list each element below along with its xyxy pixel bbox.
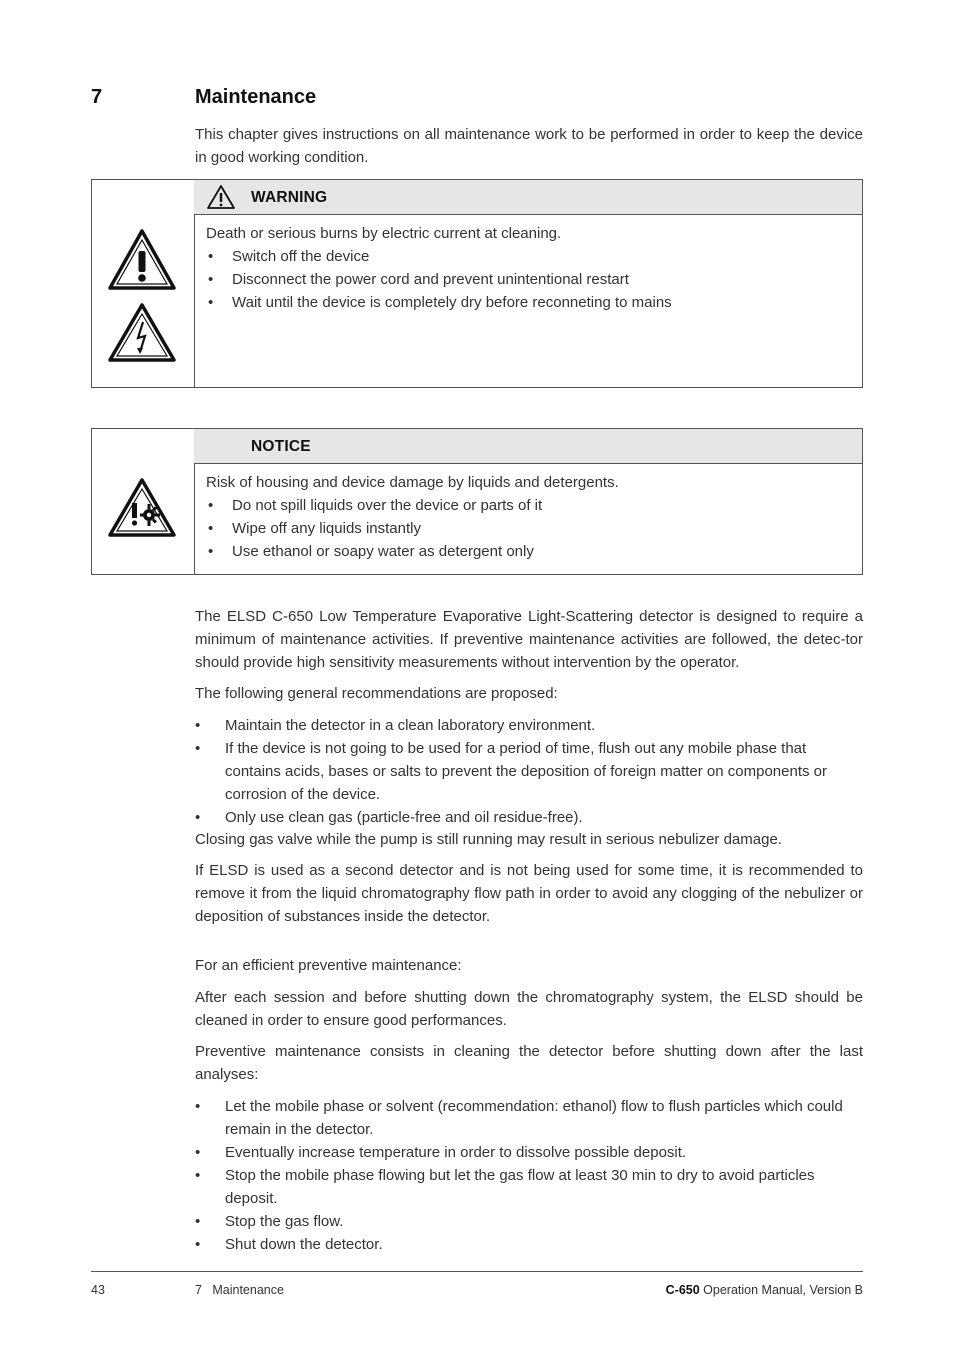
list-item: • Stop the gas flow. [195, 1210, 863, 1233]
notice-text: Risk of housing and device damage by liquids and detergents. [206, 474, 619, 491]
exclamation-triangle-icon [107, 228, 177, 292]
electric-hazard-icon [107, 302, 177, 364]
body-paragraph-6: Preventive maintenance consists in cleaning the detector before shutting down after the last analyses: [195, 1043, 863, 1083]
list-item: • Disconnect the power cord and prevent unintentional restart [206, 268, 852, 291]
list-item: • Eventually increase temperature in order to dissolve possible deposit. [195, 1141, 863, 1164]
list-item: • Wait until the device is completely dry before reconneting to mains [206, 291, 852, 314]
intro-paragraph: This chapter gives instructions on all maintenance work to be performed in order to keep the device in good working condition. [195, 126, 863, 166]
body-paragraph-2: The following general recommendations are proposed: [195, 685, 558, 702]
subheading: For an efficient preventive maintenance: [195, 957, 462, 974]
chapter-title: Maintenance [195, 86, 317, 108]
body-paragraph-1: The ELSD C-650 Low Temperature Evaporative Light-Scattering detector is designed to require a minimum of maintenance activities. If preventive maintenance activities are followed, the detec-tor should provide high sensitivity measurements without intervention by the operator. [195, 608, 863, 671]
page-number: 43 [91, 1283, 105, 1297]
warning-text: Death or serious burns by electric current at cleaning. [206, 225, 562, 242]
body-paragraph-4: If ELSD is used as a second detector and is not being used for some time, it is recommended to remove it from the liquid chromatography flow path in order to avoid any clogging of the nebulizer or deposition of substances inside the detector. [195, 862, 863, 925]
list-item: • Only use clean gas (particle-free and oil residue-free). [195, 806, 863, 829]
warning-label: WARNING [251, 189, 328, 206]
footer-product: C-650 [665, 1283, 700, 1297]
body-paragraph-5: After each session and before shutting down the chromatography system, the ELSD should be cleaned in order to ensure good performances. [195, 989, 863, 1029]
warning-header [194, 180, 862, 215]
body-paragraph-3: Closing gas valve while the pump is still running may result in serious nebulizer damage. [195, 831, 782, 848]
list-item: • Shut down the detector. [195, 1233, 863, 1256]
warning-small-icon [206, 184, 236, 210]
warning-list [206, 245, 852, 314]
notice-label: NOTICE [251, 438, 311, 455]
notice-list [206, 494, 852, 563]
footer-divider [91, 1271, 863, 1272]
notice-header [194, 429, 862, 464]
notice-box [91, 428, 863, 575]
notice-icon-column [92, 429, 195, 574]
steps-list [195, 1095, 863, 1256]
property-damage-icon [107, 477, 177, 539]
list-item: • Do not spill liquids over the device or parts of it [206, 494, 852, 517]
recommendations-list [195, 714, 863, 829]
list-item: • Switch off the device [206, 245, 852, 268]
chapter-number: 7 [91, 86, 103, 108]
list-item: • Use ethanol or soapy water as detergent only [206, 540, 852, 563]
list-item: • If the device is not going to be used for a period of time, flush out any mobile phase that contains acids, bases or salts to prevent the deposition of foreign matter on components or corrosion of the device. [195, 737, 863, 806]
footer-manual: Operation Manual, Version B [703, 1283, 863, 1297]
warning-icon-column [92, 180, 195, 387]
list-item: • Let the mobile phase or solvent (recommendation: ethanol) flow to flush particles which could remain in the detector. [195, 1095, 863, 1141]
footer-section: 7 Maintenance [195, 1283, 284, 1297]
notice-body [206, 471, 852, 563]
footer-manual-title [666, 1281, 863, 1299]
list-item: • Wipe off any liquids instantly [206, 517, 852, 540]
warning-box [91, 179, 863, 388]
list-item: • Stop the mobile phase flowing but let the gas flow at least 30 min to dry to avoid particles deposit. [195, 1164, 863, 1210]
warning-body [206, 222, 852, 314]
list-item: • Maintain the detector in a clean laboratory environment. [195, 714, 863, 737]
